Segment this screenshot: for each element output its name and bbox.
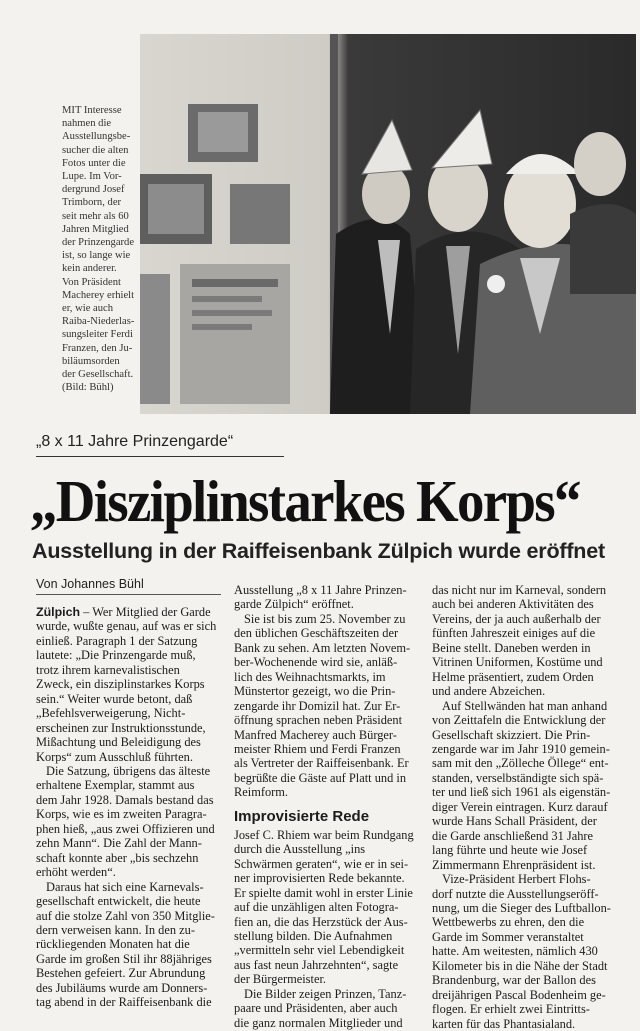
text-line: ist, so lange wie [62, 250, 131, 262]
text-line: diger Verein eintragen. Kurz darauf [432, 799, 608, 814]
text-line: Sie ist bis zum 25. November zu [244, 611, 406, 626]
text-line: Franzen, den Ju- [62, 342, 133, 354]
text-line: erscheinen zur Instruktionsstunde, [36, 720, 206, 735]
text-line: „vermitteln sehr viel Lebendigkeit [234, 943, 405, 958]
text-line: Trimborn, der [62, 197, 122, 209]
text-line: tag abend in der Raiffeisenbank die [36, 995, 212, 1010]
dateline: Zülpich [36, 605, 81, 619]
text-line: auf die stolze Zahl von 350 Mitglie- [36, 908, 215, 923]
article-column-2 [234, 583, 422, 1030]
text-line: rückliegenden Monaten hat die [36, 937, 190, 952]
text-line: flogen. Er erhielt zwei Eintritts- [432, 1002, 590, 1017]
text-line: Josef C. Rhiem war beim Rundgang [234, 827, 414, 842]
text-line: MIT Interesse [62, 105, 122, 116]
text-line: Brandenburg, war der Ballon des [432, 973, 596, 988]
text-line: dergrund Josef [62, 184, 125, 196]
column-2-body-a [234, 583, 422, 800]
text-line: die ganz normalen Mitglieder und [234, 1015, 403, 1030]
text-line: dorf nutzte die Ausstellungseröff- [432, 886, 599, 901]
text-line: Mißachtung und Beleidigung des [36, 735, 201, 750]
kicker-rule [36, 456, 284, 457]
text-line: Ausstellung „8 x 11 Jahre Prinzen- [234, 583, 407, 597]
text-line: Garde im Sommer veranstaltet [432, 929, 584, 944]
text-line: Manfred Macherey auch Bürger- [234, 727, 397, 742]
text-line: aus fast neun Jahrzehnten“, sagte [234, 957, 399, 972]
news-photo [140, 34, 636, 414]
text-line: Jahren Mitglied [62, 223, 129, 235]
text-line: Ausstellungsbe- [62, 131, 131, 143]
text-line: lang führte und heute wie Josef [432, 843, 588, 858]
text-line: von Zeittafeln die Entwicklung der [432, 713, 606, 728]
text-line: Lupe. Im Vor- [62, 171, 122, 183]
text-line: Bestehen gefeiert. Zur Abrundung [36, 966, 206, 981]
text-line: karten für das Phantasialand. [432, 1016, 576, 1031]
subheadline: Ausstellung in der Raiffeisenbank Zülpich wurde eröffnet [32, 539, 605, 563]
text-line: nung, um die Sieger des Luftballon- [432, 900, 611, 915]
text-line: lautete: „Die Prinzengarde muß, [36, 648, 196, 663]
text-line: phen hieß, „aus zwei Offizieren und [36, 821, 215, 836]
text-line: Die Bilder zeigen Prinzen, Tanz- [244, 986, 407, 1001]
text-line: kein anderer. [62, 263, 117, 275]
first-line [36, 605, 224, 619]
text-line: Zweck, ein disziplinstarkes Korps [36, 677, 205, 692]
text-line: Münstertor gezeigt, wo die Prin- [234, 684, 396, 699]
text-line: sam mit den „Zölleche Öllege“ ent- [432, 756, 609, 771]
text-line: dreijährigen Pascal Bodenheim ge- [432, 987, 606, 1002]
text-line: Fotos unter die [62, 157, 126, 169]
article-column-1 [36, 605, 224, 1010]
text-line: einließ. Paragraph 1 der Satzung [36, 633, 198, 648]
text-line: Von Präsident [62, 276, 121, 288]
text-line: paare und Präsidenten, aber auch [234, 1001, 398, 1016]
text-line: lich des Weihnachtsmarkts, im [234, 669, 386, 684]
text-line: hatte. Am weitesten, nämlich 430 [432, 944, 598, 959]
headline: „Disziplinstarkes Korps“ [30, 468, 580, 534]
article-column-3 [432, 583, 628, 1031]
text-line: fünften Jahreszeit einiges auf die [432, 626, 596, 641]
text-line: öffnung sprachen neben Präsident [234, 713, 403, 728]
first-line-text: – Wer Mitglied der Garde [80, 605, 211, 619]
column-1-body [36, 619, 224, 1009]
text-line: fien an, die das Herzstück der Aus- [234, 914, 408, 929]
text-line: ner improvisierten Rede bekannte. [234, 871, 405, 886]
text-line: Korps, wie es im zweiten Paragra- [36, 807, 207, 822]
text-line: Beine stellt. Daneben werden in [432, 640, 591, 655]
text-line: schaft konnte aber „bis sechzehn [36, 850, 199, 865]
text-line: wurde, wußte genau, auf was er sich [36, 619, 217, 634]
text-line: „Befehlsverweigerung, Nicht- [36, 706, 186, 721]
text-line: Helme präsentiert, zudem Orden [432, 669, 594, 684]
column-3-body [432, 583, 628, 1031]
text-line: erhaltene Exemplar, stammt aus [36, 778, 195, 793]
byline-rule [36, 594, 221, 595]
text-line: durch die Ausstellung „ins [234, 842, 366, 857]
photo-caption [62, 104, 135, 394]
text-line: Auf Stellwänden hat man anhand [442, 698, 608, 713]
text-line: Vitrinen Uniformen, Kostüme und [432, 655, 603, 670]
text-line: sungsleiter Ferdi [62, 329, 133, 341]
text-line: trotz ihrem karnevalistischen [36, 662, 180, 677]
byline: Von Johannes Bühl [36, 577, 144, 591]
text-line: das nicht nur im Karneval, sondern [432, 583, 607, 597]
text-line: Er spielte damit wohl in erster Linie [234, 885, 413, 900]
text-line: erhöht werden“. [36, 865, 116, 880]
text-line: standen, verselbständigte sich spä- [432, 770, 604, 785]
text-line: Raiba-Niederlas- [62, 316, 135, 328]
text-line: sucher die alten [62, 144, 129, 156]
text-line: gesellschaft entwickelt, die heute [36, 894, 201, 909]
kicker: „8 x 11 Jahre Prinzengarde“ [36, 433, 234, 450]
text-line: auch bei anderen Aktivitäten des [432, 597, 594, 612]
text-line: stellung bilden. Die Aufnahmen [234, 928, 393, 943]
text-line: zengarde ihr Domizil hat. Zur Er- [234, 698, 401, 713]
text-line: ber-Wochenende wird sie, anläß- [234, 655, 398, 670]
text-line: der Gesellschaft. [62, 369, 134, 381]
text-line: dern verweisen kann. In den zu- [36, 922, 195, 937]
text-line: Die Satzung, übrigens das älteste [46, 763, 211, 778]
text-line: wurde Hans Schall Präsident, der [432, 814, 597, 829]
text-line: Kilometer bis in die Nähe der Stadt [432, 958, 608, 973]
text-line: Korps“ zum Ausschluß führten. [36, 749, 193, 764]
text-line: zengarde war im Jahr 1910 gemein- [432, 741, 610, 756]
text-line: Vereins, der ja auch außerhalb der [432, 611, 601, 626]
text-line: seit mehr als 60 [62, 210, 129, 222]
text-line: meister Rhiem und Ferdi Franzen [234, 741, 401, 756]
text-line: auf die unzähligen alten Fotogra- [234, 900, 399, 915]
text-line: (Bild: Bühl) [62, 382, 114, 394]
text-line: ter und ließ sich 1961 als eigenstän- [432, 785, 611, 800]
text-line: den üblichen Geschäftszeiten der [234, 626, 399, 641]
text-line: Wettbewerbs zu ehren, den die [432, 915, 585, 930]
text-line: Schwärmen geraten“, wie er in sei- [234, 856, 409, 871]
subheading-improvisierte-rede: Improvisierte Rede [234, 807, 370, 825]
text-line: und andere Abzeichen. [432, 684, 546, 699]
text-line: sein.“ Weiter wurde betont, daß [36, 691, 193, 706]
column-2-body-b [234, 828, 422, 1030]
text-line: Reimform. [234, 785, 289, 800]
text-line: dem Jahr 1928. Damals bestand das [36, 792, 214, 807]
text-line: er, wie auch [62, 303, 114, 315]
text-line: der Bürgermeister. [234, 972, 326, 987]
text-line: Zimmermann Ehrenpräsident ist. [432, 857, 596, 872]
text-line: Daraus hat sich eine Karnevals- [46, 879, 204, 894]
text-line: nahmen die [62, 118, 112, 130]
text-line: des Jubiläums wurde am Donners- [36, 980, 208, 995]
text-line: begrüßte die Gäste auf Platt und in [234, 770, 407, 785]
text-line: Gesellschaft skizziert. Die Prin- [432, 727, 591, 742]
text-line: Macherey erhielt [62, 289, 135, 301]
text-line: Garde im großen Stil ihr 88jähriges [36, 951, 212, 966]
text-line: zehn Mann“. Die Zahl der Mann- [36, 836, 202, 851]
text-line: der Prinzengarde [62, 237, 135, 249]
text-line: die Garde anschließend 31 Jahre [432, 828, 594, 843]
text-line: als Vertreter der Raiffeisenbank. Er [234, 756, 409, 771]
text-line: biläumsorden [62, 355, 120, 367]
text-line: Vize-Präsident Herbert Flohs- [442, 872, 591, 887]
text-line: garde Zülpich“ eröffnet. [234, 597, 354, 612]
text-line: Bank zu sehen. Am letzten Novem- [234, 640, 411, 655]
